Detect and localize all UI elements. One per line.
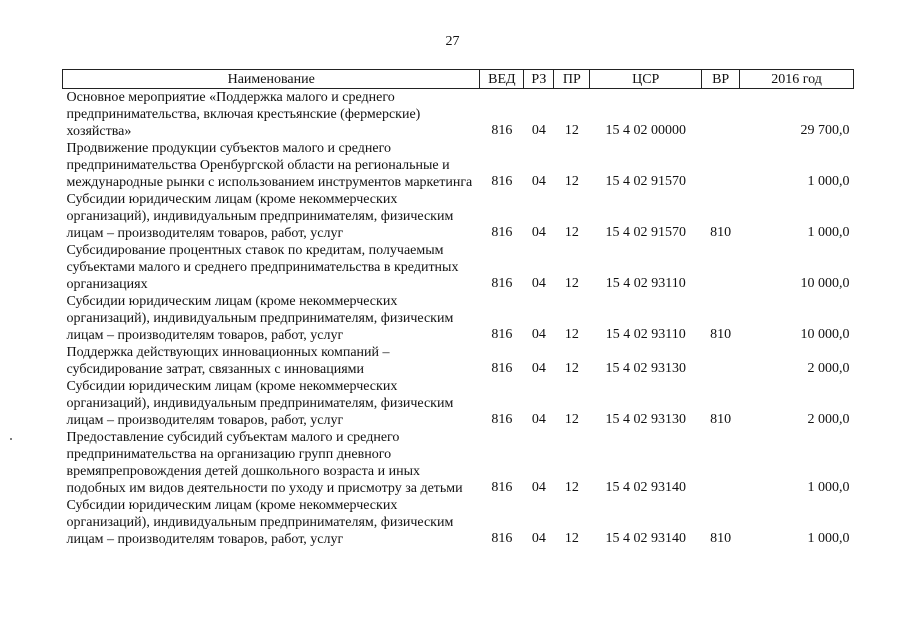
row-ved: 816 bbox=[491, 412, 513, 427]
header-row bbox=[63, 70, 854, 89]
row-name: Продвижение продукции субъектов малого и среднего предпринимательства Оренбургской области на региональные и международные рынки с использованием инструментов маркетинга bbox=[66, 141, 473, 190]
row-vr: 810 bbox=[710, 412, 732, 427]
row-vr bbox=[702, 89, 740, 141]
table-row bbox=[63, 191, 854, 242]
row-pr: 12 bbox=[564, 174, 579, 189]
row-ved: 816 bbox=[491, 276, 513, 291]
table-header bbox=[63, 70, 854, 89]
row-csr: 15 4 02 93140 bbox=[605, 531, 686, 546]
row-name: Субсидии юридическим лицам (кроме некоммерческих организаций), индивидуальным предпринимателям, физическим лицам – производителям товаров, работ, услуг bbox=[66, 192, 454, 241]
row-rz: 04 bbox=[531, 327, 546, 342]
row-csr: 15 4 02 93110 bbox=[605, 327, 686, 342]
row-csr: 15 4 02 00000 bbox=[605, 123, 686, 138]
row-pr: 12 bbox=[564, 480, 579, 495]
row-name: Субсидии юридическим лицам (кроме некоммерческих организаций), индивидуальным предпринимателям, физическим лицам – производителям товаров, работ, услуг bbox=[66, 379, 454, 428]
table-row bbox=[63, 344, 854, 378]
table-row bbox=[63, 293, 854, 344]
row-rz: 04 bbox=[531, 412, 546, 427]
row-ved: 816 bbox=[491, 361, 513, 376]
table-row bbox=[63, 140, 854, 191]
row-name: Поддержка действующих инновационных компаний – субсидирование затрат, связанных с инновациями bbox=[66, 345, 390, 377]
header-name: Наименование bbox=[63, 70, 480, 89]
header-amount: 2016 год bbox=[740, 70, 854, 89]
row-rz: 04 bbox=[531, 531, 546, 546]
row-csr: 15 4 02 91570 bbox=[605, 225, 686, 240]
row-name: Предоставление субсидий субъектам малого и среднего предпринимательства на организацию групп дневного времяпрепровождения детей дошкольного возраста и иных подобных им видов деятельности по уходу и присмотру за детьми bbox=[66, 430, 463, 496]
row-ved: 816 bbox=[491, 174, 513, 189]
row-vr bbox=[702, 140, 740, 191]
row-name: Субсидирование процентных ставок по кредитам, получаемым субъектами малого и среднего предпринимательства в кредитных организациях bbox=[66, 243, 459, 292]
row-name: Субсидии юридическим лицам (кроме некоммерческих организаций), индивидуальным предпринимателям, физическим лицам – производителям товаров, работ, услуг bbox=[66, 294, 454, 343]
table-row bbox=[63, 497, 854, 548]
row-vr: 810 bbox=[710, 531, 732, 546]
row-pr: 12 bbox=[564, 531, 579, 546]
row-amount: 2 000,0 bbox=[807, 412, 850, 427]
row-csr: 15 4 02 93110 bbox=[605, 276, 686, 291]
table-row bbox=[63, 378, 854, 429]
table-row bbox=[63, 242, 854, 293]
row-vr: 810 bbox=[710, 225, 732, 240]
row-csr: 15 4 02 93130 bbox=[605, 361, 686, 376]
row-name: Основное мероприятие «Поддержка малого и среднего предпринимательства, включая крестьянские (фермерские) хозяйства» bbox=[66, 90, 421, 139]
table-row bbox=[63, 429, 854, 497]
row-vr: 810 bbox=[710, 327, 732, 342]
row-pr: 12 bbox=[564, 412, 579, 427]
header-pr: ПР bbox=[554, 70, 590, 89]
row-ved: 816 bbox=[491, 327, 513, 342]
row-ved: 816 bbox=[491, 225, 513, 240]
row-pr: 12 bbox=[564, 123, 579, 138]
row-rz: 04 bbox=[531, 174, 546, 189]
row-vr bbox=[702, 344, 740, 378]
row-name: Субсидии юридическим лицам (кроме некоммерческих организаций), индивидуальным предпринимателям, физическим лицам – производителям товаров, работ, услуг bbox=[66, 498, 454, 547]
header-rz: РЗ bbox=[524, 70, 554, 89]
row-csr: 15 4 02 91570 bbox=[605, 174, 686, 189]
page-number: 27 bbox=[445, 34, 460, 49]
row-rz: 04 bbox=[531, 123, 546, 138]
row-csr: 15 4 02 93140 bbox=[605, 480, 686, 495]
row-amount: 10 000,0 bbox=[800, 327, 850, 342]
scan-speck bbox=[10, 438, 12, 440]
row-rz: 04 bbox=[531, 276, 546, 291]
row-pr: 12 bbox=[564, 276, 579, 291]
row-amount: 1 000,0 bbox=[807, 225, 850, 240]
table-body bbox=[63, 89, 854, 549]
row-pr: 12 bbox=[564, 361, 579, 376]
row-pr: 12 bbox=[564, 225, 579, 240]
row-rz: 04 bbox=[531, 225, 546, 240]
budget-table bbox=[62, 69, 854, 548]
row-vr bbox=[702, 242, 740, 293]
row-amount: 1 000,0 bbox=[807, 174, 850, 189]
row-vr bbox=[702, 429, 740, 497]
row-pr: 12 bbox=[564, 327, 579, 342]
header-ved: ВЕД bbox=[480, 70, 524, 89]
row-amount: 10 000,0 bbox=[800, 276, 850, 291]
header-vr: ВР bbox=[702, 70, 740, 89]
row-rz: 04 bbox=[531, 480, 546, 495]
header-csr: ЦСР bbox=[590, 70, 702, 89]
row-ved: 816 bbox=[491, 531, 513, 546]
table-row bbox=[63, 89, 854, 141]
row-rz: 04 bbox=[531, 361, 546, 376]
row-csr: 15 4 02 93130 bbox=[605, 412, 686, 427]
row-ved: 816 bbox=[491, 123, 513, 138]
row-amount: 29 700,0 bbox=[800, 123, 850, 138]
row-amount: 1 000,0 bbox=[807, 531, 850, 546]
row-amount: 1 000,0 bbox=[807, 480, 850, 495]
row-amount: 2 000,0 bbox=[807, 361, 850, 376]
row-ved: 816 bbox=[491, 480, 513, 495]
